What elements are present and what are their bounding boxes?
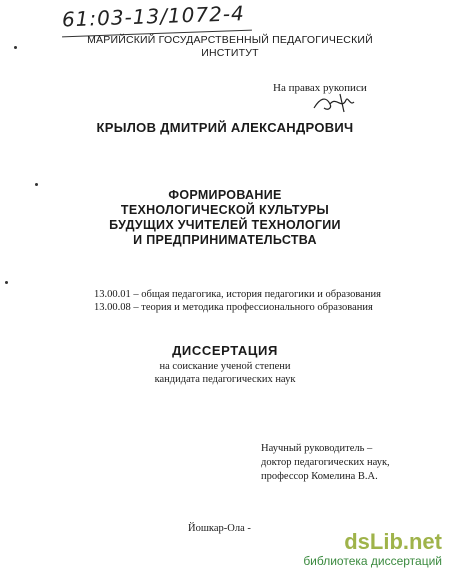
dslib-caption: библиотека диссертаций bbox=[303, 554, 442, 568]
scan-speck bbox=[14, 46, 17, 49]
rights-note: На правах рукописи bbox=[273, 82, 367, 94]
supervisor-degree: доктор педагогических наук, bbox=[261, 457, 390, 468]
dissertation-title bbox=[0, 188, 450, 248]
dslib-watermark bbox=[303, 530, 442, 568]
degree-line-1: на соискание ученой степени bbox=[159, 361, 291, 372]
specialty-2: 13.00.08 – теория и методика профессионального образования bbox=[94, 302, 373, 313]
specialty-1: 13.00.01 – общая педагогика, история педагогики и образования bbox=[94, 289, 381, 300]
title-line-1: ФОРМИРОВАНИЕ bbox=[168, 188, 282, 202]
scan-speck bbox=[35, 183, 38, 186]
degree-line-2: кандидата педагогических наук bbox=[154, 374, 296, 385]
title-line-3: БУДУЩИХ УЧИТЕЛЕЙ ТЕХНОЛОГИИ bbox=[109, 218, 341, 232]
supervisor-name: профессор Комелина В.А. bbox=[261, 471, 378, 482]
city-year: Йошкар-Ола - bbox=[188, 523, 251, 534]
signature-mark bbox=[310, 92, 365, 114]
institution-line-2: ИНСТИТУТ bbox=[201, 47, 259, 59]
title-line-2: ТЕХНОЛОГИЧЕСКОЙ КУЛЬТУРЫ bbox=[120, 203, 330, 217]
scan-speck bbox=[5, 281, 8, 284]
handwritten-code: 61:03-13/1072-4 bbox=[61, 1, 246, 32]
supervisor-role: Научный руководитель – bbox=[261, 443, 373, 454]
title-line-4: И ПРЕДПРИНИМАТЕЛЬСТВА bbox=[133, 233, 317, 247]
dslib-logo: dsLib.net bbox=[344, 529, 442, 554]
author-name: КРЫЛОВ ДМИТРИЙ АЛЕКСАНДРОВИЧ bbox=[96, 120, 354, 135]
institution-name bbox=[60, 34, 400, 60]
institution-line-1: МАРИЙСКИЙ ГОСУДАРСТВЕННЫЙ ПЕДАГОГИЧЕСКИЙ bbox=[87, 34, 373, 46]
dissertation-heading: ДИССЕРТАЦИЯ bbox=[172, 343, 278, 358]
